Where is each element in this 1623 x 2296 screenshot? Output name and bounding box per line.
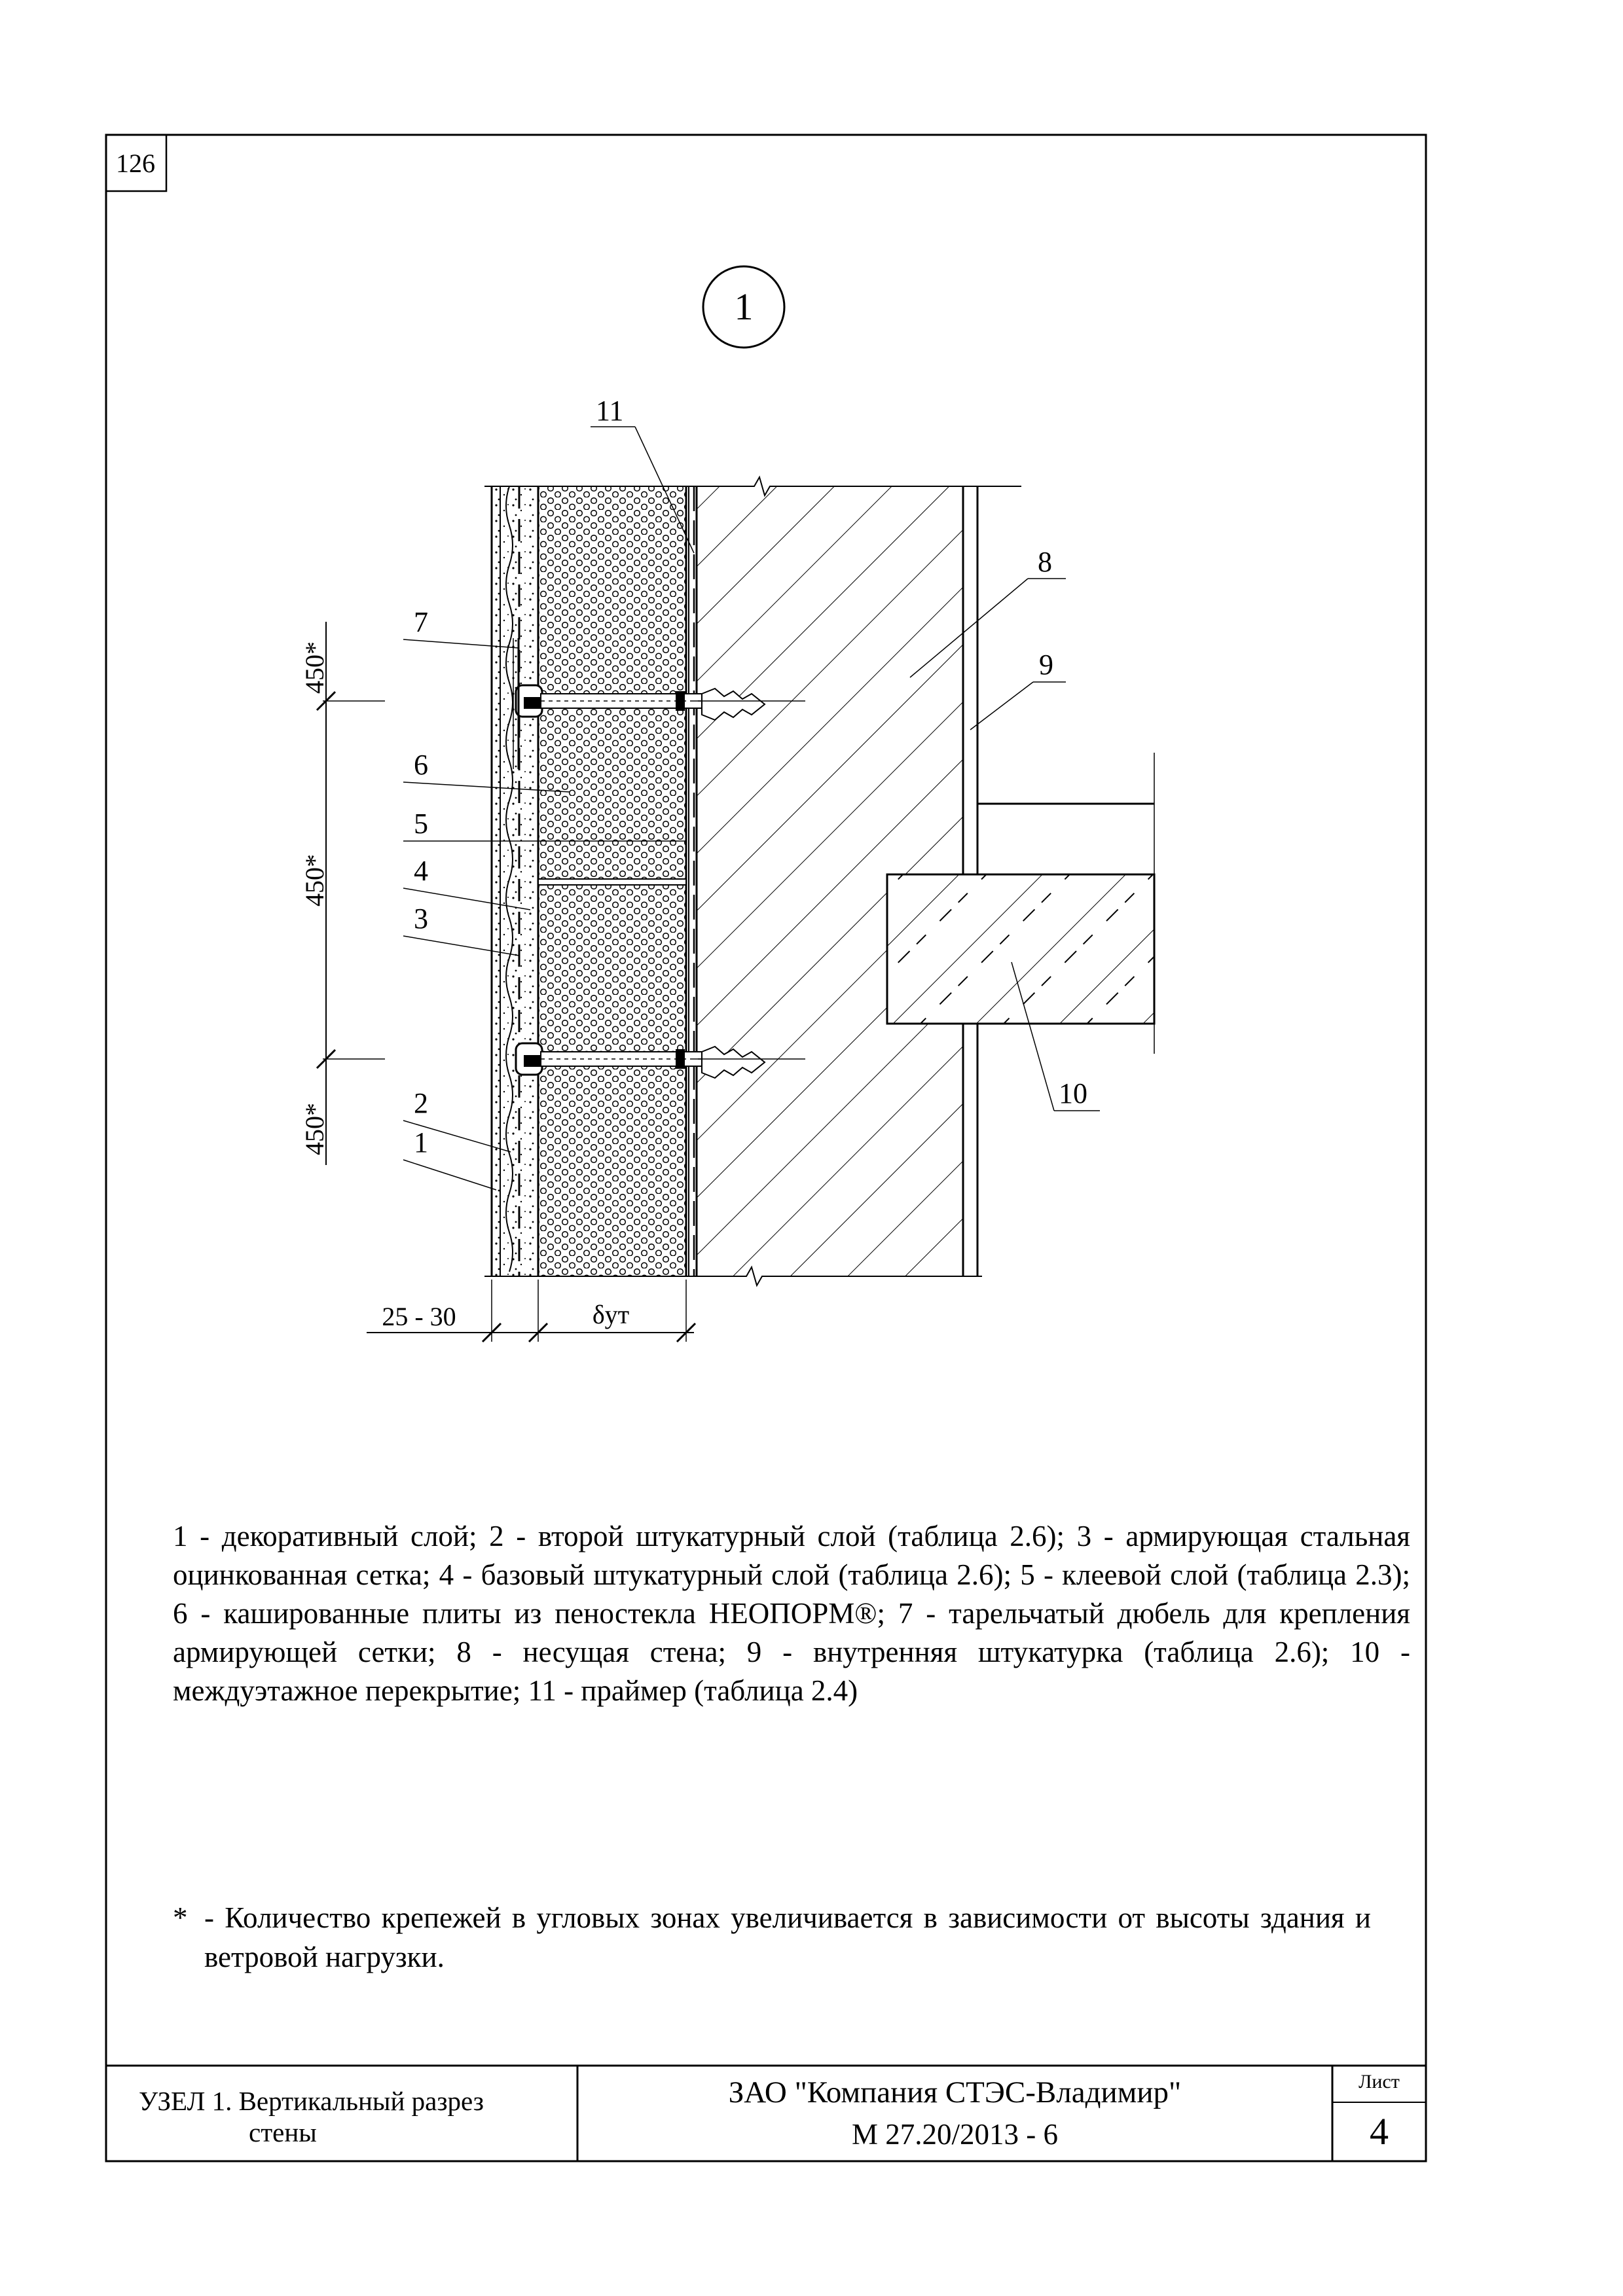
sheet-number: 4 [1370,2110,1389,2153]
callout-5: 5 [414,808,428,840]
document-code: М 27.20/2013 - 6 [852,2118,1058,2151]
callout-2: 2 [414,1087,428,1119]
title-line-2: стены [249,2117,317,2147]
callout-1: 1 [414,1126,428,1158]
node-marker [703,266,784,348]
footnote-mark: * [173,1901,188,1934]
callout-7: 7 [414,606,428,638]
callout-4: 4 [414,855,428,887]
callout-6: 6 [414,749,428,781]
spacing-middle-label: 450* [300,854,329,906]
plaster-thickness-label: 25 - 30 [382,1302,456,1331]
footnote [173,1898,1371,1977]
spacing-bottom-label: 450* [300,1103,329,1155]
plaster-layers [492,486,539,1276]
horizontal-dimension [367,1280,695,1342]
page-number: 126 [116,149,155,178]
insulation-joint [538,879,686,885]
callout-9: 9 [1039,649,1053,681]
wall-section [323,477,1154,1285]
legend-text: 1 - декоративный слой; 2 - второй штукатурный слой (таблица 2.6); 3 - армирующая стальная оцинкованная сетка; 4 - базовый штукатурный слой (таблица 2.6); 5 - клеевой слой (таблица 2.3); 6 - кашированные плиты из пеностекла НЕОПОРМ®; 7 - тарельчатый дюбель для крепления армирующей сетки; 8 - несущая стена; 9 - внутренняя штукатурка (таблица 2.6); 10 - междуэтажное перекрытие; 11 - праймер (таблица 2.4) [173,1520,1410,1707]
callout-3: 3 [414,903,428,935]
sheet-label: Лист [1359,2071,1400,2092]
insulation-thickness-label: δут [592,1300,630,1329]
vertical-dimension [300,622,335,1165]
spacing-top-label: 450* [300,641,329,694]
callout-8: 8 [1038,546,1052,578]
node-marker-number: 1 [734,285,754,328]
title-line-1: УЗЕЛ 1. Вертикальный разрез [139,2086,484,2116]
callout-10: 10 [1059,1077,1087,1109]
footnote-text: - Количество крепежей в угловых зонах увеличивается в зависимости от высоты здания и ветровой нагрузки. [204,1901,1371,1973]
company-name: ЗАО "Компания СТЭС-Владимир" [728,2075,1182,2109]
callout-11: 11 [596,395,624,427]
